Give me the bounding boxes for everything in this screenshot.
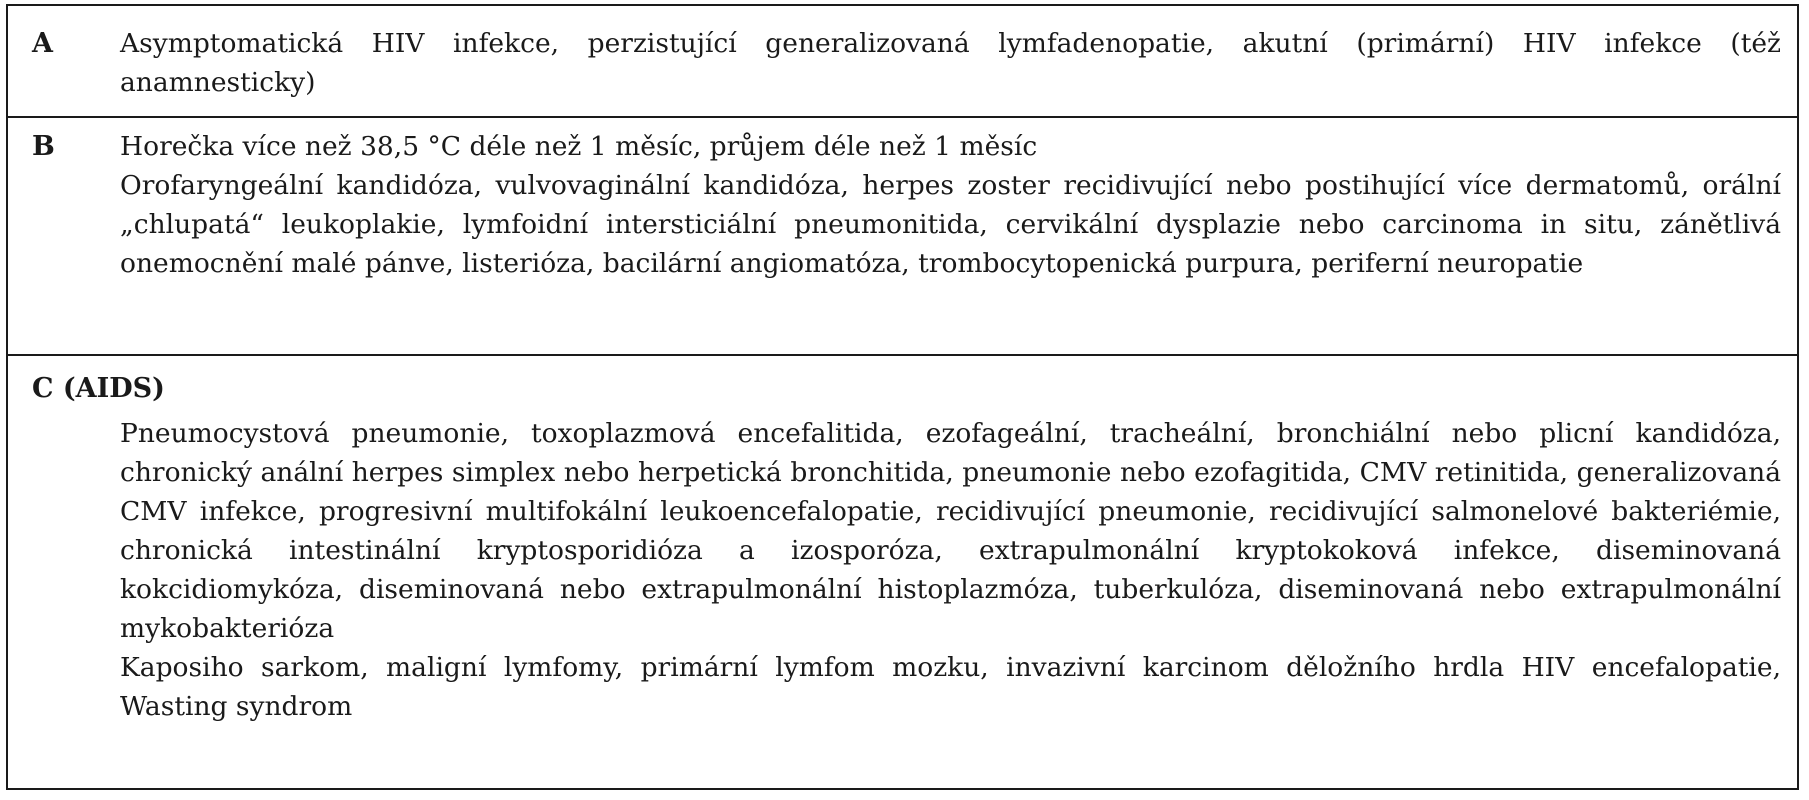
row-b-label: B	[32, 131, 55, 162]
row-b-paragraph-1: Horečka více než 38,5 °C déle než 1 měsíc, průjem déle než 1 měsíc	[120, 131, 1038, 162]
table-row-b	[8, 116, 1797, 354]
row-c-paragraph-1: Pneumocystová pneumonie, toxoplazmová encefalitida, ezofageální, tracheální, bronchiální nebo plicní kandidóza, chronický anální herpes simplex nebo herpetická bronchitida, pneumonie nebo ezofagitida, CMV retinitida, generalizovaná CMV infekce, progresivní multifokální leukoencefalopatie, recidivující pneumonie, recidivující salmonelové bakteriémie, chronická intestinální kryptosporidióza a izosporóza, extrapulmonální kryptokoková infekce, diseminovaná kokcidiomykóza, diseminovaná nebo extrapulmonální histoplazmóza, tuberkulóza, diseminovaná nebo extrapulmonální mykobakterióza	[120, 418, 1781, 644]
row-a-text	[120, 24, 1781, 102]
row-a-paragraph-1: Asymptomatická HIV infekce, perzistující generalizovaná lymfadenopatie, akutní (primární) HIV infekce (též anamnesticky)	[120, 28, 1781, 98]
row-b-text	[120, 127, 1781, 283]
row-c-text	[120, 414, 1781, 726]
table-row-a	[8, 6, 1797, 116]
table-row-c	[8, 354, 1797, 788]
row-a-label: A	[32, 28, 53, 59]
row-c-paragraph-2: Kaposiho sarkom, maligní lymfomy, primární lymfom mozku, invazivní karcinom děložního hrdla HIV encefalopatie, Wasting syndrom	[120, 652, 1781, 722]
hiv-classification-table	[6, 4, 1799, 790]
row-c-label: C (AIDS)	[32, 373, 165, 404]
row-b-paragraph-2: Orofaryngeální kandidóza, vulvovaginální kandidóza, herpes zoster recidivující nebo postihující více dermatomů, orální „chlupatá“ leukoplakie, lymfoidní intersticiální pneumonitida, cervikální dysplazie nebo carcinoma in situ, zánětlivá onemocnění malé pánve, listerióza, bacilární angiomatóza, trombocytopenická purpura, periferní neuropatie	[120, 170, 1781, 279]
